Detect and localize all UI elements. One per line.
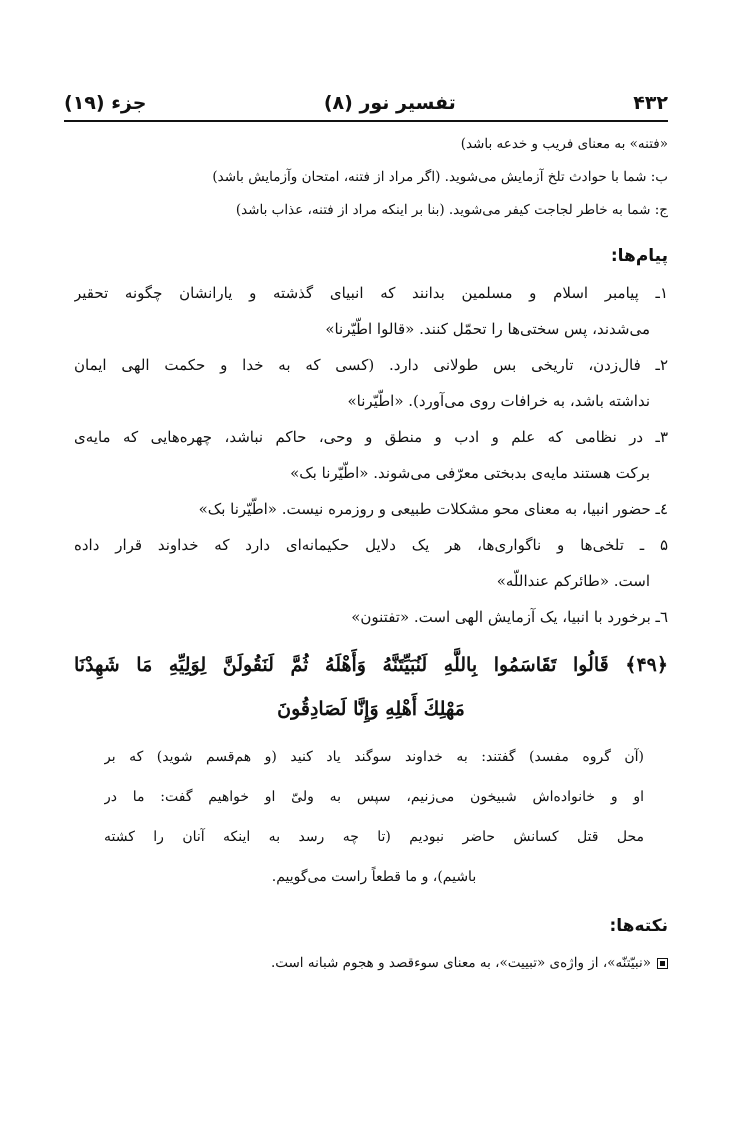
- intro-block: [74, 128, 668, 227]
- note-item: [74, 947, 668, 980]
- message-item: [74, 275, 668, 347]
- message-line: نداشته باشد، به خرافات روی می‌آورد). «اطّیّرنا»: [347, 392, 650, 410]
- message-line: ۳ـ در نظامی که علم و ادب و منطق و وحی، حاکم نباشد، چهره‌هایی که مایه‌ی: [74, 428, 668, 446]
- page-number: ۴۳۲: [633, 92, 668, 114]
- translation-line: محل قتل کسانش حاضر نبودیم (تا چه رسد به اینکه آنان را کشته: [104, 829, 644, 845]
- message-item: [74, 491, 668, 527]
- header-divider: [64, 120, 668, 122]
- notes-heading: نکته‌ها:: [609, 916, 668, 936]
- message-item: [74, 527, 668, 599]
- message-line: می‌شدند، پس سختی‌ها را تحمّل کنند. «قالوا اطّیّرنا»: [325, 320, 650, 338]
- verse-translation: [74, 737, 668, 897]
- page-header: [64, 86, 668, 120]
- message-line: ٤ـ حضور انبیا، به معنای محو مشکلات طبیعی و روزمره نیست. «اطّیّرنا بک»: [198, 500, 668, 518]
- translation-line: باشیم)، و ما قطعاً راست می‌گوییم.: [271, 869, 477, 885]
- note-text: «نبیّتنّه»، از واژه‌ی «تبییت»، به معنای سوءقصد و هجوم شبانه است.: [270, 955, 651, 971]
- messages-heading: پیام‌ها:: [610, 246, 668, 266]
- message-item: [74, 599, 668, 635]
- translation-line: او و خانواده‌اش شبیخون می‌زنیم، سپس به ولیّ او خواهیم گفت: ما در: [104, 789, 644, 805]
- page-content: [74, 128, 668, 980]
- intro-line: «فتنه» به معنای فریب و خدعه باشد): [460, 136, 668, 152]
- message-item: [74, 347, 668, 419]
- verse-line: مَهْلِكَ أَهْلِهِ وَإِنَّا لَصَادِقُونَ: [277, 698, 465, 720]
- message-item: [74, 419, 668, 491]
- square-bullet-icon: [657, 958, 668, 969]
- message-line: ۵ ـ تلخی‌ها و ناگواری‌ها، هر یک دلایل حکیمانه‌ای دارد که خداوند قرار داده: [74, 536, 668, 554]
- translation-line: (آن گروه مفسد) گفتند: به خداوند سوگند یاد کنید (و هم‌قسم شوید) که بر: [104, 749, 644, 765]
- intro-line: ج: شما به خاطر لجاجت کیفر می‌شوید. (بنا بر اینکه مراد از فتنه، عذاب باشد): [235, 202, 668, 218]
- message-line: است. «طائرکم عنداللّه»: [496, 572, 650, 590]
- message-line: ٦ـ برخورد با انبیا، یک آزمایش الهی است. «تفتنون»: [351, 608, 668, 626]
- book-title: تفسیر نور (۸): [323, 92, 456, 114]
- part-label: جزء (۱۹): [64, 92, 147, 114]
- quran-verse: [74, 643, 668, 731]
- intro-line: ب: شما با حوادث تلخ آزمایش می‌شوید. (اگر مراد از فتنه، امتحان وآزمایش باشد): [212, 169, 668, 185]
- message-line: ۲ـ فال‌زدن، تاریخی بس طولانی دارد. (کسی که به خدا و حکمت الهی ایمان: [74, 356, 668, 374]
- message-line: ۱ـ پیامبر اسلام و مسلمین بدانند که انبیای گذشته و یارانشان چگونه تحقیر: [74, 284, 668, 302]
- verse-line: ﴿۴۹﴾ قَالُوا تَقَاسَمُوا بِاللَّهِ لَنُبَيِّتَنَّهُ وَأَهْلَهُ ثُمَّ لَنَقُولَنَّ لِوَلِيِّهِ مَا شَهِدْنَا: [74, 654, 668, 676]
- messages-list: [74, 275, 668, 635]
- message-line: برکت هستند مایه‌ی بدبختی معرّفی می‌شوند. «اطّیّرنا بک»: [290, 464, 650, 482]
